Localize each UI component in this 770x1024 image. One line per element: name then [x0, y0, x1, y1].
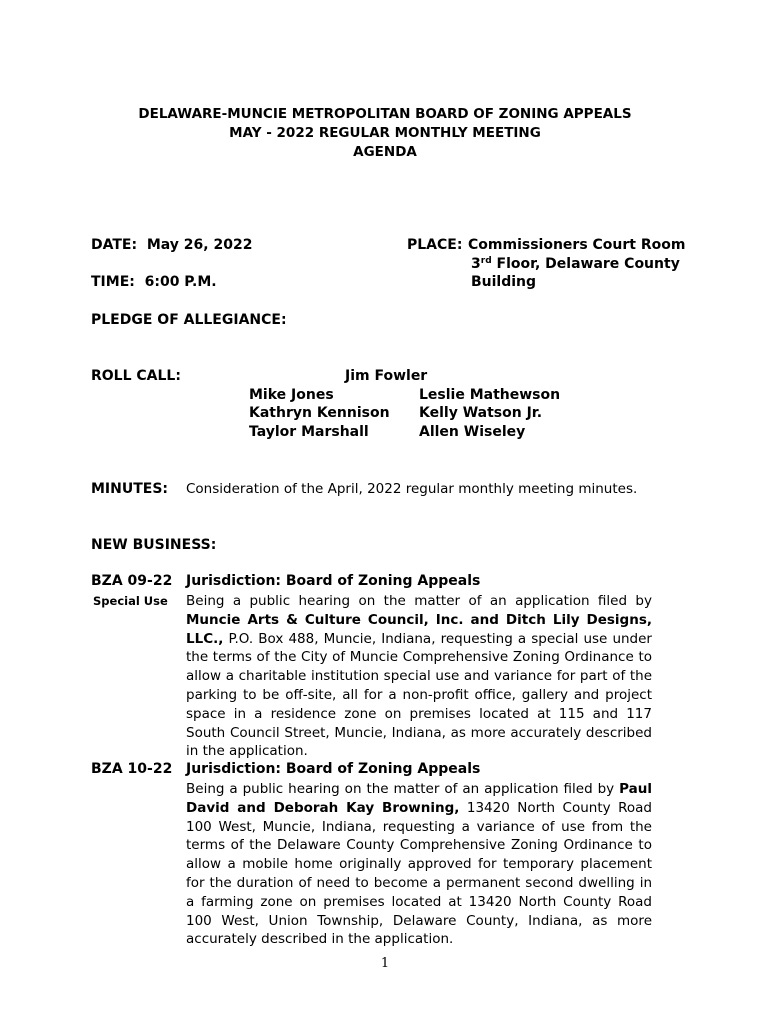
case-number: BZA 10-22 [91, 761, 173, 777]
applicant-name: Paul David and Deborah Kay Browning, [186, 781, 652, 816]
case-heading: Jurisdiction: Board of Zoning Appeals [186, 573, 481, 589]
place-line3: Building [471, 274, 537, 290]
date-label: DATE: [91, 237, 138, 253]
roll-call-label: ROLL CALL: [91, 368, 181, 384]
place-line2: 3rd Floor, Delaware County [471, 256, 680, 272]
time-line [91, 274, 217, 290]
date-line [91, 237, 252, 253]
case-type: Special Use [93, 594, 168, 608]
roll-call-member: Allen Wiseley [419, 424, 526, 440]
roll-call-member: Leslie Mathewson [419, 387, 561, 403]
time-value: 6:00 P.M. [144, 274, 217, 290]
case-description: Being a public hearing on the matter of an application filed by Paul David and Deborah Kay Browning, 13420 North County Road 100 West, Muncie, Indiana, requesting a variance of use from the terms of the Delaware County Comprehensive Zoning Ordinance to allow a mobile home originally approved for temporary placement for the duration of need to become a permanent second dwelling in a farming zone on premises located at 13420 North County Road 100 West, Union Township, Delaware County, Indiana, as more accurately described in the application. [186, 781, 653, 948]
time-label: TIME: [91, 274, 135, 290]
case-heading: Jurisdiction: Board of Zoning Appeals [186, 761, 481, 777]
date-value: May 26, 2022 [146, 237, 253, 253]
roll-call-member: Kelly Watson Jr. [419, 405, 543, 421]
roll-call-member: Mike Jones [249, 387, 334, 403]
applicant-name: Muncie Arts & Culture Council, Inc. and Ditch Lily Designs, LLC., [186, 611, 652, 647]
minutes-text: Consideration of the April, 2022 regular monthly meeting minutes. [186, 481, 638, 497]
place-label: PLACE: [407, 237, 463, 253]
title-agenda: AGENDA [353, 144, 417, 160]
page-number: 1 [380, 956, 390, 971]
title-meeting: MAY - 2022 REGULAR MONTHLY MEETING [229, 125, 541, 141]
roll-call-member: Kathryn Kennison [249, 405, 390, 421]
roll-call-member: Taylor Marshall [249, 424, 369, 440]
title-board: DELAWARE-MUNCIE METROPOLITAN BOARD OF ZONING APPEALS [138, 106, 632, 122]
place-line1: Commissioners Court Room [468, 237, 686, 253]
case-number: BZA 09-22 [91, 573, 173, 589]
case-description: Being a public hearing on the matter of an application filed by Muncie Arts & Culture Council, Inc. and Ditch Lily Designs, LLC., P.O. Box 488, Muncie, Indiana, requesting a special use under the terms of the City of Muncie Comprehensive Zoning Ordinance to allow a charitable institution special use and variance for part of the parking to be off-site, all for a non-profit office, gallery and project space in a residence zone on premises located at 115 and 117 South Council Street, Muncie, Indiana, as more accurately described in the application. [186, 593, 652, 760]
new-business-heading: NEW BUSINESS: [91, 537, 217, 553]
roll-call-top-member: Jim Fowler [345, 368, 428, 384]
minutes-label: MINUTES: [91, 481, 169, 497]
pledge-heading: PLEDGE OF ALLEGIANCE: [91, 312, 287, 328]
